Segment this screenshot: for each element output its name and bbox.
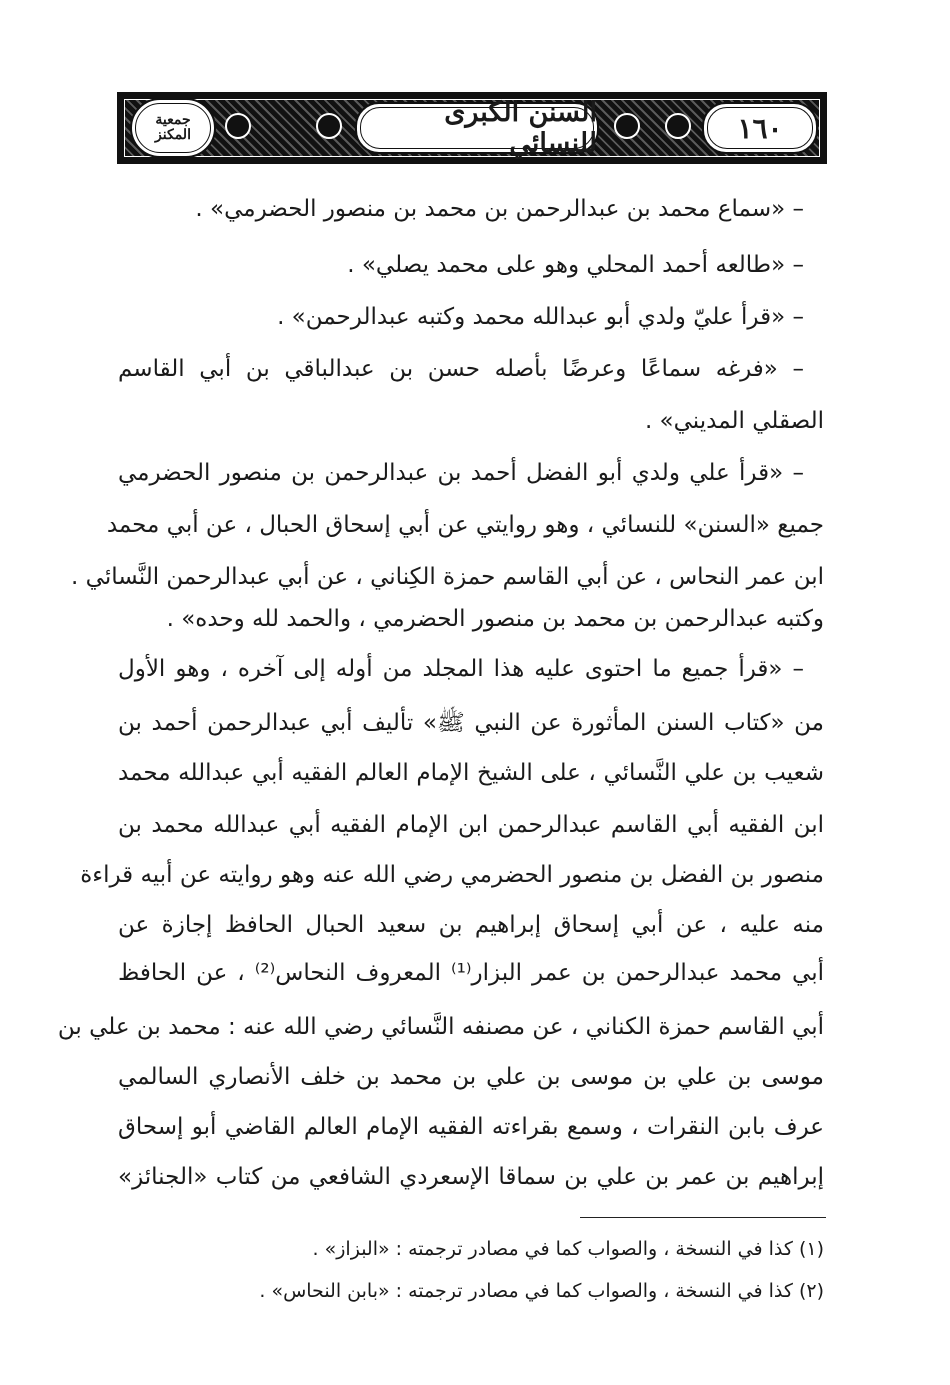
- seal-text: جمعية المكنز: [155, 112, 191, 143]
- text-line: منه عليه ، عن أبي إسحاق إبراهيم بن سعيد الحبال الحافظ إجازة عن: [118, 912, 824, 938]
- text-line: – «قرأ عليّ ولدي أبو عبدالله محمد وكتبه عبدالرحمن» .: [277, 304, 804, 330]
- text-line: أبي القاسم حمزة الكناني ، عن مصنفه النَّسائي رضي الله عنه : محمد بن علي بن: [57, 1014, 824, 1040]
- page-number: ١٦٠: [737, 111, 783, 145]
- text-line: من «كتاب السنن المأثورة عن النبي ﷺ» تأليف أبي عبدالرحمن أحمد بن: [118, 710, 824, 736]
- running-title: السنن الكبرى للنسائي: [444, 97, 597, 159]
- text-line: موسى بن علي بن موسى بن علي بن محمد بن خلف الأنصاري السالمي: [118, 1064, 824, 1090]
- seal-logo: [130, 98, 216, 158]
- text-line: أبي محمد عبدالرحمن بن عمر البزار⁽¹⁾ المعروف النحاس⁽²⁾ ، عن الحافظ: [118, 960, 824, 986]
- text-line: ابن الفقيه أبي القاسم عبدالرحمن ابن الإمام الفقيه أبي عبدالله محمد بن: [118, 812, 824, 838]
- text-line: – «قرأ علي ولدي أبو الفضل أحمد بن عبدالرحمن بن منصور الحضرمي: [118, 460, 804, 486]
- footnote-separator: [580, 1217, 826, 1218]
- text-line: شعيب بن علي النَّسائي ، على الشيخ الإمام العالم الفقيه أبي عبدالله محمد: [118, 760, 824, 786]
- text-line: جميع «السنن» للنسائي ، وهو روايتي عن أبي إسحاق الحبال ، عن أبي محمد: [106, 512, 824, 538]
- text-line: – «فرغه سماعًا وعرضًا بأصله حسن بن عبدالباقي بن أبي القاسم: [118, 356, 804, 382]
- footnote: (٢) كذا في النسخة ، والصواب كما في مصادر ترجمته : «بابن النحاس» .: [259, 1280, 824, 1302]
- text-line: عرف بابن النقرات ، وسمع بقراءته الفقيه الإمام العالم القاضي أبو إسحاق: [118, 1114, 824, 1140]
- running-header: [117, 92, 827, 164]
- text-line: – «سماع محمد بن عبدالرحمن بن محمد بن منصور الحضرمي» .: [195, 196, 804, 222]
- text-line: الصقلي المديني» .: [644, 408, 824, 434]
- text-line: – «قرأ جميع ما احتوى عليه هذا المجلد من أوله إلى آخره ، وهو الأول: [118, 656, 804, 682]
- text-line: منصور بن الفضل بن منصور الحضرمي رضي الله عنه وهو روايته عن أبيه قراءة: [80, 862, 824, 888]
- page-number-cartouche: [702, 102, 818, 154]
- footnote: (١) كذا في النسخة ، والصواب كما في مصادر ترجمته : «البزاز» .: [312, 1238, 824, 1260]
- text-line: – «طالعه أحمد المحلي وهو على محمد يصلي» .: [347, 252, 804, 278]
- text-line: ابن عمر النحاس ، عن أبي القاسم حمزة الكِناني ، عن أبي عبدالرحمن النَّسائي .: [71, 564, 824, 590]
- text-line: وكتبه عبدالرحمن بن محمد بن منصور الحضرمي ، والحمد لله وحده» .: [166, 606, 824, 632]
- title-cartouche: [355, 97, 599, 159]
- text-line: إبراهيم بن عمر بن علي بن سماقا الإسعردي الشافعي من كتاب «الجنائز»: [118, 1164, 824, 1190]
